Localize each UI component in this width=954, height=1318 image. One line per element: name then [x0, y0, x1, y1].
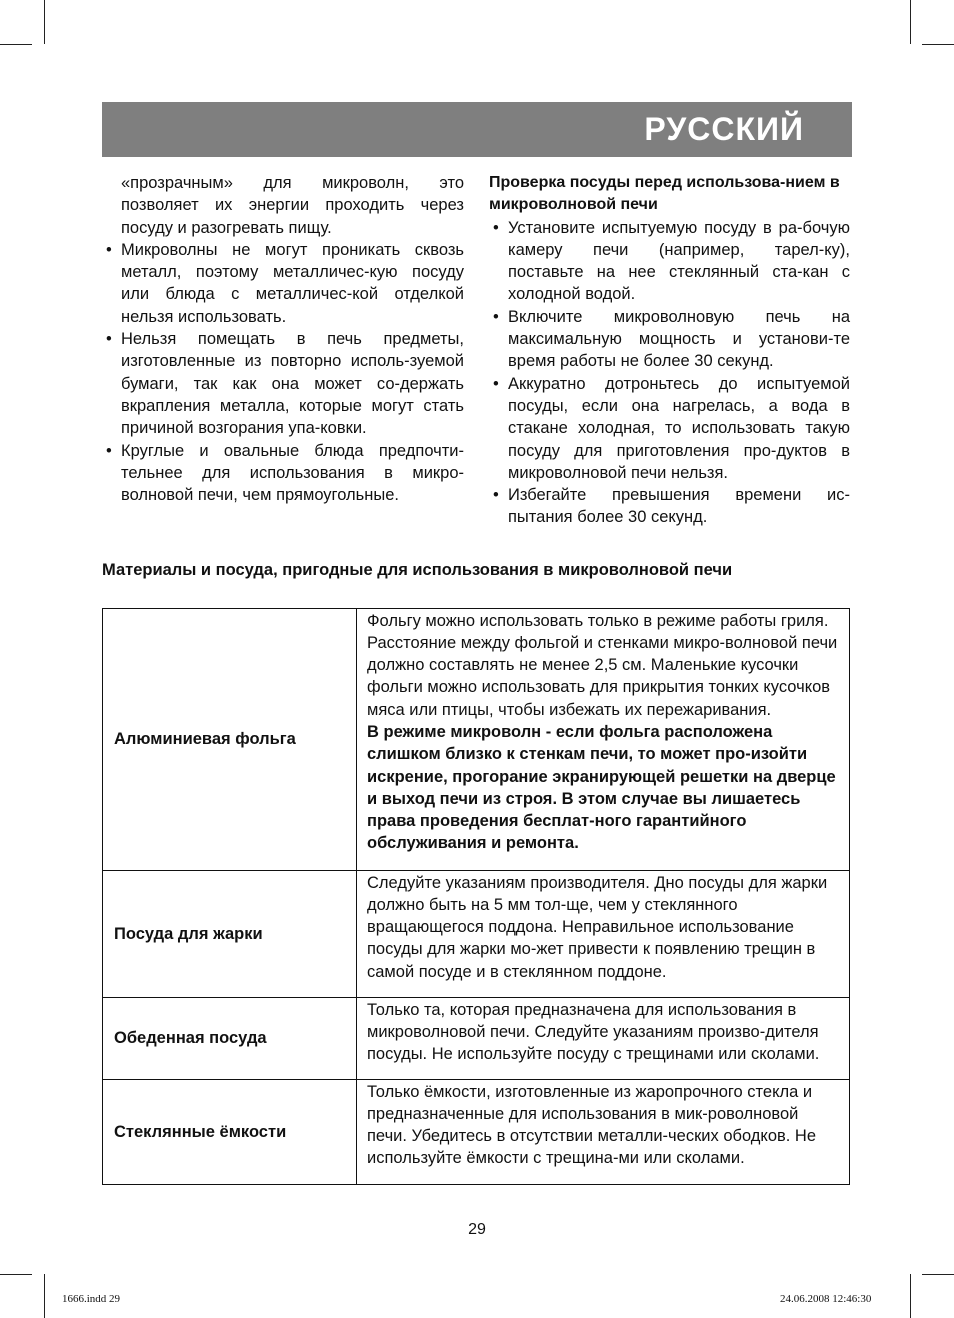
language-header-bar [102, 102, 852, 157]
crop-mark [0, 1274, 32, 1275]
table-row [103, 1080, 850, 1185]
language-title: РУССКИЙ [644, 111, 804, 147]
table-row [103, 871, 850, 998]
description-text: Только ёмкости, изготовленные из жаропрочного стекла и предназначенные для использования в мик-роволновой печи. Убедитесь в отсутствии металли-ческих ободков. Не используйте ёмкости с трещина-ми или сколами. [367, 1082, 817, 1168]
table-row [103, 998, 850, 1080]
footer-timestamp: 24.06.2008 12:46:30 [780, 1293, 872, 1305]
description-text: Следуйте указаниям производителя. Дно посуды для жарки должно быть на 5 мм тол-ще, чем у стеклянного вращающегося поддона. Неправильное использование посуды для жарки мо-жет привести к появлению трещин в самой посуде и в стеклянном поддоне. [367, 873, 828, 981]
table-row [103, 609, 850, 871]
footer-file-info: 1666.indd 29 [62, 1293, 121, 1305]
material-name: Обеденная посуда [103, 998, 357, 1080]
crop-mark [0, 44, 32, 45]
check-dishes-heading: Проверка посуды перед использова-нием в микроволновой печи [489, 174, 840, 214]
bullet-item: • Аккуратно дотроньтесь до испытуемой посуды, если она нагрелась, а вода в стакане холодная, то использовать такую посуду для приготовления про-дуктов в микроволновой печи нельзя. [489, 373, 850, 484]
material-description [357, 871, 850, 998]
crop-mark [910, 0, 911, 44]
material-description [357, 1080, 850, 1185]
left-column [102, 172, 464, 506]
crop-mark [922, 44, 954, 45]
page-number: 29 [468, 1221, 486, 1238]
bullet-item: • Микроволны не могут проникать сквозь металл, поэтому металличес-кую посуду или блюда с металличес-кой отделкой нельзя использовать. [102, 239, 464, 328]
crop-mark [910, 1274, 911, 1318]
material-description [357, 609, 850, 871]
right-column [489, 172, 850, 529]
materials-table [102, 608, 850, 1185]
bullet-item: • Включите микроволновую печь на максимальную мощность и установи-те время работы не более 30 секунд. [489, 306, 850, 373]
bullet-item: • Нельзя помещать в печь предметы, изготовленные из повторно исполь-зуемой бумаги, так как она может со-держать вкрапления металла, которые могут стать причиной возгорания упа-ковки. [102, 328, 464, 439]
crop-mark [44, 0, 45, 44]
material-name: Стеклянные ёмкости [103, 1080, 357, 1185]
material-name: Посуда для жарки [103, 871, 357, 998]
materials-heading: Материалы и посуда, пригодные для использования в микроволновой печи [102, 561, 733, 579]
crop-mark [922, 1274, 954, 1275]
description-text: Только та, которая предназначена для использования в микроволновой печи. Следуйте указаниям произво-дителя посуды. Не используйте посуду с трещинами или сколами. [367, 1000, 820, 1064]
warning-text: В режиме микроволн - если фольга расположена слишком близко к стенкам печи, то может про-изойти искрение, прогорание экранирующей решетки на дверце и выход печи из строя. В этом случае вы лишаетесь права проведения бесплат-ного гарантийного обслуживания и ремонта. [367, 722, 836, 853]
bullet-item: • Избегайте превышения времени ис-пытания более 30 секунд. [489, 484, 850, 529]
material-description [357, 998, 850, 1080]
bullet-item: • Круглые и овальные блюда предпочти-тельнее для использования в микро-волновой печи, чем прямоугольные. [102, 440, 464, 507]
bullet-item: • Установите испытуемую посуду в ра-бочую камеру печи (например, тарел-ку), поставьте на нее стеклянный ста-кан с холодной водой. [489, 217, 850, 306]
description-text: Фольгу можно использовать только в режиме работы гриля. Расстояние между фольгой и стенками микро-волновой печи должно составлять не менее 2,5 см. Маленькие кусочки фольги можно использовать для прикрытия тонких кусочков мяса или птицы, чтобы избежать их пережаривания. [367, 611, 838, 719]
crop-mark [44, 1274, 45, 1318]
material-name: Алюминиевая фольга [103, 609, 357, 871]
intro-paragraph: «прозрачным» для микроволн, это позволяет их энергии проходить через посуду и разогревать пищу. [121, 174, 464, 237]
